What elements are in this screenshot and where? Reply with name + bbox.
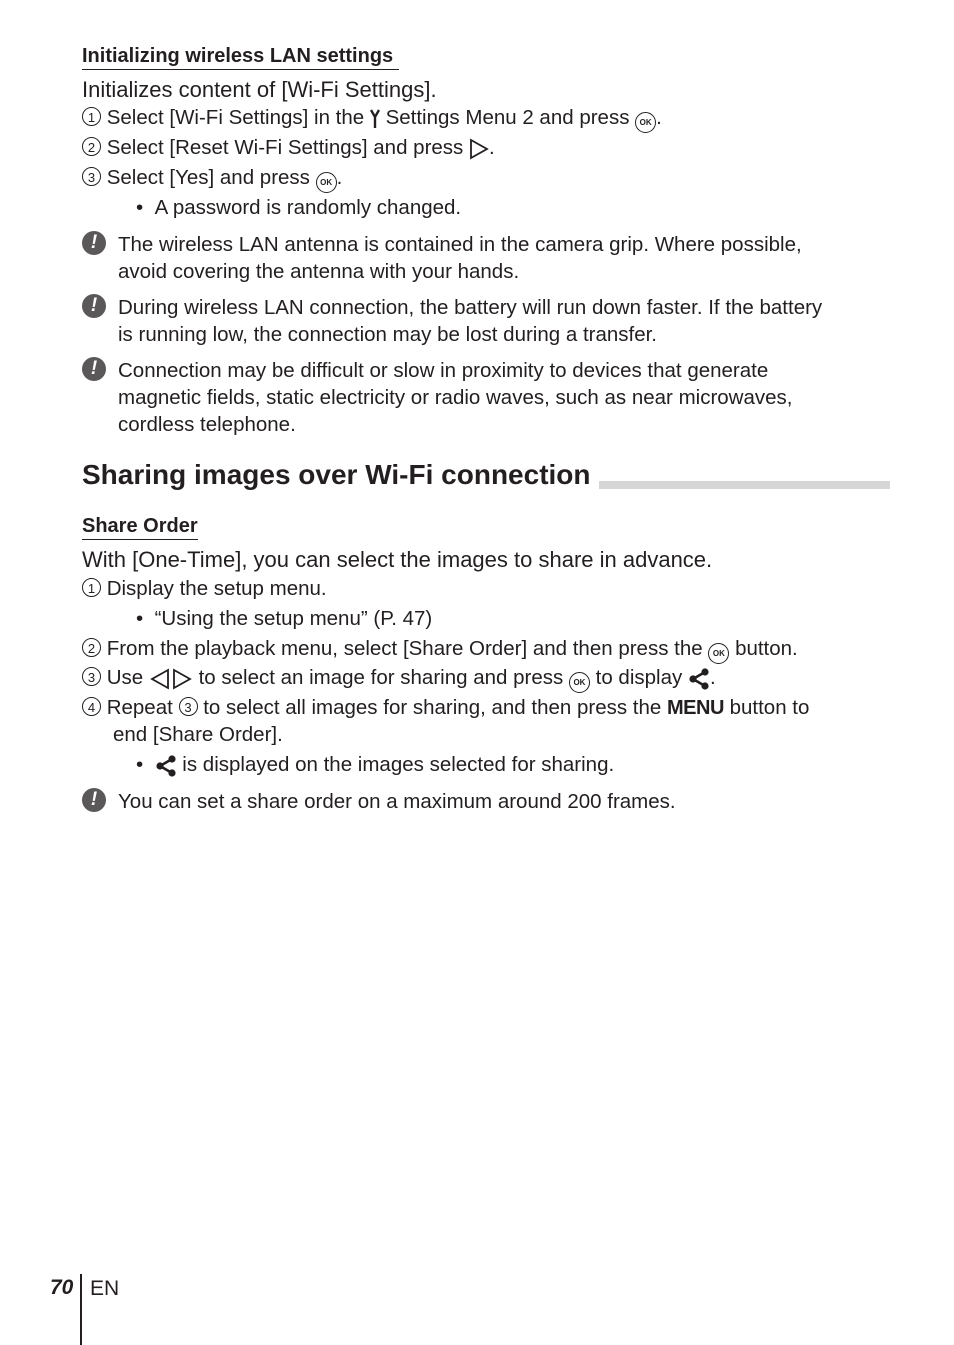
step-ref-number: 3 [179,697,198,716]
bullet-password: • A password is randomly changed. [136,196,462,219]
step-number: 3 [82,667,101,686]
share-icon [688,666,710,689]
intro-text: Initializes content of [Wi-Fi Settings]. [82,77,437,102]
bullet-icon: • [136,607,144,630]
caution-icon: ! [82,788,106,812]
step-3: 3 Select [Yes] and press OK . [82,164,342,193]
bullet-share-marker: • is displayed on the images selected for sharing. [136,753,615,776]
subheading-share-order: Share Order [82,514,198,540]
page-number: 70 [50,1276,74,1299]
section-title-sharing: Sharing images over Wi-Fi connection [82,459,599,491]
step-1: 1 Select [Wi-Fi Settings] in the Settings Menu 2 and press OK . [82,104,662,133]
step-number: 4 [82,697,101,716]
step-number: 1 [82,107,101,126]
left-right-arrows-icon [149,666,193,689]
language-label: EN [90,1277,120,1300]
caution-note-battery: During wireless LAN connection, the battery will run down faster. If the battery is running low, the connection may be lost during a transfer. [118,296,823,346]
step-number: 3 [82,167,101,186]
share-intro-text: With [One-Time], you can select the images to share in advance. [82,547,713,572]
menu-button-label: MENU [667,697,724,719]
share-step-4: 4 Repeat 3 to select all images for sharing, and then press the MENU button to [82,694,809,722]
step-2: 2 Select [Reset Wi-Fi Settings] and press . [82,134,495,161]
share-step-2: 2 From the playback menu, select [Share Order] and then press the OK button. [82,635,798,664]
share-step-4-cont: end [Share Order]. [113,723,283,746]
ok-button-icon: OK [569,672,590,693]
footer-divider [80,1274,82,1345]
step-number: 2 [82,137,101,156]
caution-note-max-frames: You can set a share order on a maximum around 200 frames. [118,790,676,813]
step-number: 2 [82,638,101,657]
bullet-icon: • [136,753,144,776]
section-heading-initializing: Initializing wireless LAN settings [82,44,399,70]
caution-icon: ! [82,357,106,381]
share-step-1: 1 Display the setup menu. [82,575,327,602]
caution-icon: ! [82,294,106,318]
share-icon [155,753,177,776]
wrench-icon [370,106,380,129]
caution-note-antenna: The wireless LAN antenna is contained in the camera grip. Where possible, avoid covering the antenna with your hands. [118,233,802,283]
caution-icon: ! [82,231,106,255]
step-number: 1 [82,578,101,597]
share-step-3: 3 Use to select an image for sharing and press OK to display . [82,664,716,693]
bullet-icon: • [136,196,144,219]
caution-note-interference: Connection may be difficult or slow in proximity to devices that generate magnetic fields, static electricity or radio waves, such as near microwaves, cordless telephone. [118,359,793,436]
ok-button-icon: OK [708,643,729,664]
bullet-setup-ref: • “Using the setup menu” (P. 47) [136,607,433,630]
ok-button-icon: OK [316,172,337,193]
ok-button-icon: OK [635,112,656,133]
right-arrow-icon [469,136,489,159]
